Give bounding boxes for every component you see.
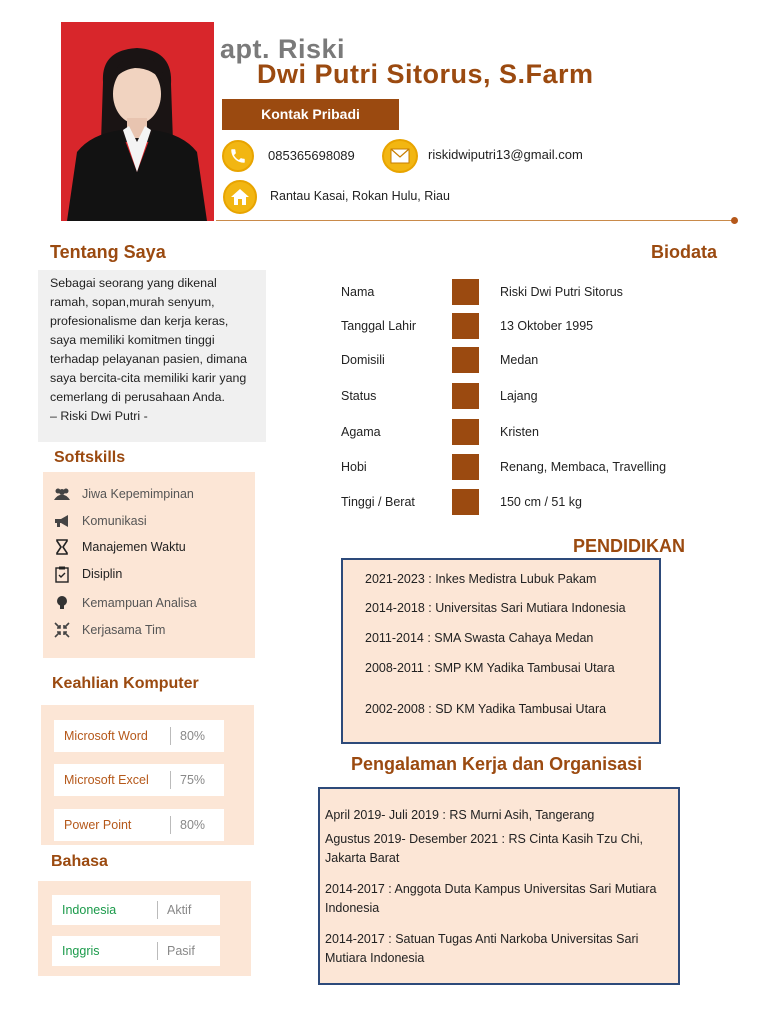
bahasa-value: Aktif [167,903,192,917]
phone-icon [222,140,254,172]
biodata-value: Riski Dwi Putri Sitorus [500,285,623,299]
komputer-value: 80% [180,818,206,832]
hourglass-icon [52,539,72,555]
skill-item [52,486,194,502]
biodata-label: Agama [341,425,381,439]
biodata-marker [452,419,479,445]
tentang-line: terhadap pelayanan pasien, dimana [50,352,248,366]
pendidikan-item: 2014-2018 : Universitas Sari Mutiara Indonesia [365,601,626,615]
biodata-value: Renang, Membaca, Travelling [500,460,667,474]
tentang-line: profesionalisme dan kerja keras, [50,314,229,328]
skill-label: Disiplin [82,567,123,581]
mail-icon [382,139,418,173]
tentang-line: saya bercita-cita memiliki karir yang [50,371,247,385]
bahasa-item [52,895,220,925]
name-line-1: apt. Riski [220,34,346,64]
biodata-marker [452,489,479,515]
tentang-line: cemerlang di perusahaan Anda. [50,390,225,404]
bahasa-value: Pasif [167,944,195,958]
tentang-line: – Riski Dwi Putri - [50,409,148,423]
biodata-marker [452,313,479,339]
pendidikan-title: PENDIDIKAN [573,536,686,556]
skill-item [52,566,122,582]
biodata-label: Hobi [341,460,367,474]
biodata-value: Lajang [500,389,538,403]
bahasa-item [52,936,220,966]
biodata-label: Tanggal Lahir [341,319,417,333]
bahasa-label: Indonesia [62,903,117,917]
komputer-item [54,764,224,796]
phone-number: 085365698089 [268,148,355,163]
biodata-marker [452,454,479,480]
address: Rantau Kasai, Rokan Hulu, Riau [270,189,450,203]
header-divider [216,220,734,221]
biodata-value: Kristen [500,425,539,439]
pendidikan-item: 2008-2011 : SMP KM Yadika Tambusai Utara [365,661,615,675]
tentang-line: ramah, sopan,murah senyum, [50,295,215,309]
biodata-marker [452,383,479,409]
skill-item [52,595,197,611]
biodata-value: 150 cm / 51 kg [500,495,582,509]
biodata-value: 13 Oktober 1995 [500,319,594,333]
biodata-label: Tinggi / Berat [341,495,415,509]
header-divider-dot [731,217,738,224]
pengalaman-item: 2014-2017 : Satuan Tugas Anti Narkoba Universitas Sari Mutiara Indonesia [325,932,639,965]
komputer-item [54,720,224,752]
komputer-value: 75% [180,773,206,787]
skill-label: Manajemen Waktu [82,540,186,554]
megaphone-icon [52,513,72,529]
pengalaman-item: April 2019- Juli 2019 : RS Murni Asih, Tangerang [325,808,595,822]
tentang-title: Tentang Saya [50,242,166,262]
pengalaman-item: Agustus 2019- Desember 2021 : RS Cinta Kasih Tzu Chi, Jakarta Barat [325,832,643,865]
biodata-value: Medan [500,353,539,367]
pendidikan-item: 2021-2023 : Inkes Medistra Lubuk Pakam [365,572,597,586]
home-icon [223,180,257,214]
komputer-item [54,809,224,841]
name-line-2: Dwi Putri Sitorus, S.Farm [257,59,594,89]
skill-label: Kemampuan Analisa [82,596,197,610]
biodata-marker [452,279,479,305]
biodata-label: Nama [341,285,375,299]
pengalaman-item: 2014-2017 : Anggota Duta Kampus Universitas Sari Mutiara Indonesia [325,882,657,915]
skill-item [52,539,186,555]
tentang-text [50,274,265,426]
bahasa-title: Bahasa [51,853,108,870]
komputer-label: Power Point [64,818,132,832]
collapse-arrows-icon [52,622,72,638]
pendidikan-item: 2011-2014 : SMA Swasta Cahaya Medan [365,631,594,645]
komputer-label: Microsoft Word [64,729,148,743]
tentang-line: Sebagai seorang yang dikenal [50,276,217,290]
biodata-marker [452,347,479,373]
clipboard-icon [52,566,72,582]
biodata-label: Domisili [341,353,385,367]
email-address: riskidwiputri13@gmail.com [428,147,583,162]
komputer-label: Microsoft Excel [64,773,149,787]
group-icon [52,486,72,502]
bahasa-label: Inggris [62,944,100,958]
skill-label: Kerjasama Tim [82,623,166,637]
biodata-label: Status [341,389,377,403]
komputer-value: 80% [180,729,206,743]
pendidikan-item: 2002-2008 : SD KM Yadika Tambusai Utara [365,702,607,716]
profile-photo [61,22,214,221]
skill-label: Jiwa Kepemimpinan [82,487,194,501]
lightbulb-icon [52,595,72,611]
skill-item [52,622,165,638]
softskills-title: Softskills [54,449,126,466]
pengalaman-title: Pengalaman Kerja dan Organisasi [351,754,643,774]
skill-label: Komunikasi [82,514,147,528]
tentang-line: saya memiliki komitmen tinggi [50,333,215,347]
skill-item [52,513,147,529]
biodata-title: Biodata [651,242,718,262]
kontak-pribadi-label: Kontak Pribadi [222,99,399,130]
komputer-title: Keahlian Komputer [52,675,199,692]
